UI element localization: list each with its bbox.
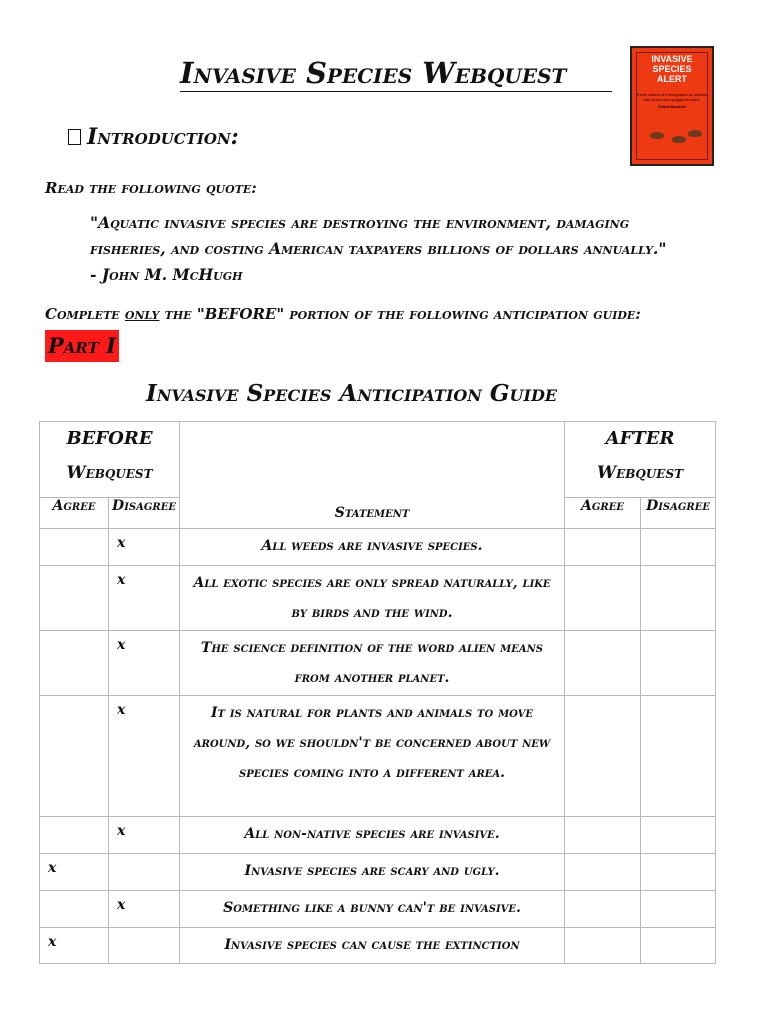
before-agree-cell[interactable]: x — [40, 854, 109, 891]
before-label: BEFORE — [66, 428, 153, 449]
table-row — [40, 817, 716, 854]
after-disagree-cell[interactable] — [641, 817, 716, 854]
statement-cell: All exotic species are only spread naturally, like by birds and the wind. — [180, 566, 565, 631]
instruction-emphasis: only — [124, 305, 160, 323]
before-disagree-cell[interactable]: x — [109, 631, 180, 696]
after-agree-cell[interactable] — [565, 631, 641, 696]
read-prompt: Read the following quote: — [45, 179, 257, 197]
table-row — [40, 891, 716, 928]
anticipation-guide-table — [39, 421, 716, 964]
after-disagree-cell[interactable] — [641, 928, 716, 964]
quote-attribution: - John M. McHugh — [90, 265, 243, 284]
part-label: Part I — [45, 330, 119, 362]
after-disagree-header: Disagree — [641, 498, 716, 529]
before-disagree-cell[interactable]: x — [109, 696, 180, 817]
mussel-icon — [688, 130, 702, 137]
before-agree-cell[interactable]: x — [40, 928, 109, 964]
table-row — [40, 696, 716, 817]
quote-line-1: "Aquatic invasive species are destroying the environment, damaging — [90, 213, 630, 232]
introduction-heading — [68, 122, 239, 152]
after-agree-cell[interactable] — [565, 928, 641, 964]
after-agree-cell[interactable] — [565, 817, 641, 854]
before-webquest-label: Webquest — [66, 463, 153, 483]
mussel-icon — [672, 136, 686, 143]
poster-species-name: Zebra Mussels — [658, 104, 686, 109]
checkbox-icon[interactable] — [68, 129, 81, 145]
before-agree-cell[interactable] — [40, 566, 109, 631]
statement-cell: Invasive species can cause the extinction — [180, 928, 565, 964]
after-disagree-cell[interactable] — [641, 854, 716, 891]
before-header — [40, 422, 180, 498]
after-webquest-label: Webquest — [597, 463, 684, 483]
quote-line-2: fisheries, and costing American taxpayers billions of dollars annually." — [90, 239, 667, 258]
poster-heading-line1: INVASIVE — [651, 54, 693, 64]
after-disagree-cell[interactable] — [641, 696, 716, 817]
before-agree-cell[interactable] — [40, 891, 109, 928]
statement-cell: The science definition of the word alien means from another planet. — [180, 631, 565, 696]
before-disagree-cell[interactable]: x — [109, 817, 180, 854]
introduction-label: Introduction: — [87, 124, 239, 150]
before-disagree-cell[interactable]: x — [109, 566, 180, 631]
after-header — [565, 422, 716, 498]
after-disagree-cell[interactable] — [641, 566, 716, 631]
page-title: Invasive Species Webquest — [180, 55, 612, 92]
statement-cell: Invasive species are scary and ugly. — [180, 854, 565, 891]
table-row — [40, 566, 716, 631]
after-agree-header: Agree — [565, 498, 641, 529]
before-agree-header: Agree — [40, 498, 109, 529]
instruction-before: Complete — [45, 305, 125, 323]
table-row — [40, 928, 716, 964]
table-row — [40, 854, 716, 891]
before-disagree-cell[interactable]: x — [109, 529, 180, 566]
guide-title: Invasive Species Anticipation Guide — [146, 380, 558, 407]
after-label: AFTER — [605, 428, 675, 449]
instruction-text — [45, 304, 641, 324]
poster-small-text: These waters are designated as infested with zebra and quagga mussels. — [635, 92, 709, 102]
before-disagree-cell[interactable]: x — [109, 891, 180, 928]
before-agree-cell[interactable] — [40, 631, 109, 696]
before-disagree-cell[interactable] — [109, 854, 180, 891]
after-agree-cell[interactable] — [565, 566, 641, 631]
after-agree-cell[interactable] — [565, 854, 641, 891]
before-disagree-cell[interactable] — [109, 928, 180, 964]
mussel-icon — [650, 132, 664, 139]
poster-border — [636, 52, 708, 160]
invasive-species-alert-poster — [630, 46, 714, 166]
before-agree-cell[interactable] — [40, 696, 109, 817]
statement-cell: Something like a bunny can't be invasive. — [180, 891, 565, 928]
statement-cell: It is natural for plants and animals to move around, so we shouldn't be concerned about new species coming into a different area. — [180, 696, 565, 817]
before-agree-cell[interactable] — [40, 817, 109, 854]
after-disagree-cell[interactable] — [641, 631, 716, 696]
table-row — [40, 529, 716, 566]
statement-header: Statement — [180, 422, 565, 529]
instruction-after: the "BEFORE" portion of the following anticipation guide: — [159, 305, 641, 323]
after-agree-cell[interactable] — [565, 696, 641, 817]
table-row — [40, 631, 716, 696]
poster-heading-line3: ALERT — [657, 74, 687, 84]
after-disagree-cell[interactable] — [641, 891, 716, 928]
after-agree-cell[interactable] — [565, 529, 641, 566]
before-agree-cell[interactable] — [40, 529, 109, 566]
quote-block — [90, 210, 666, 288]
after-disagree-cell[interactable] — [641, 529, 716, 566]
poster-heading-line2: SPECIES — [652, 64, 692, 74]
statement-cell: All non-native species are invasive. — [180, 817, 565, 854]
statement-cell: All weeds are invasive species. — [180, 529, 565, 566]
before-disagree-header: Disagree — [109, 498, 180, 529]
after-agree-cell[interactable] — [565, 891, 641, 928]
